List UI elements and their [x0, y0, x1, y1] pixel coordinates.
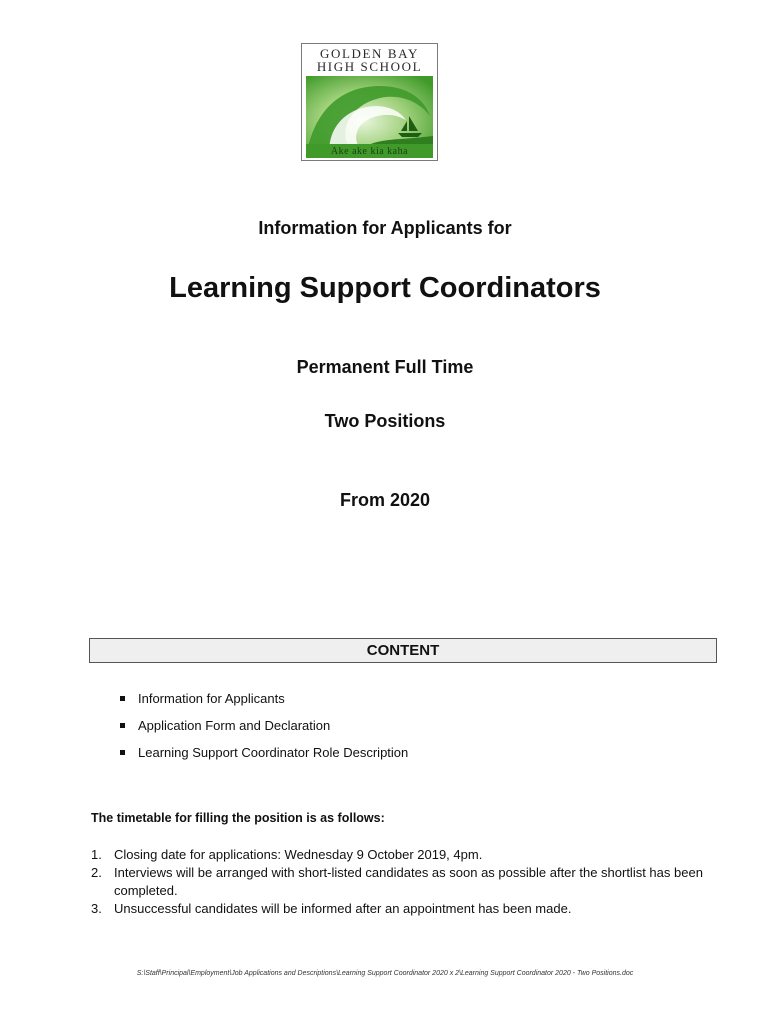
positions-count: Two Positions: [324, 411, 446, 431]
timetable-heading: The timetable for filling the position is as follows:: [91, 811, 385, 825]
timetable-step: [91, 846, 711, 864]
list-item: [120, 715, 408, 742]
logo-line-1: GOLDEN BAY: [320, 46, 419, 61]
step-text: Closing date for applications: Wednesday 9 October 2019, 4pm.: [114, 847, 483, 862]
page-title: Learning Support Coordinators: [169, 272, 601, 304]
bullet-icon: [120, 696, 125, 701]
step-text: Interviews will be arranged with short-listed candidates as soon as possible after the shortlist has been completed.: [114, 865, 703, 898]
timetable-steps: [91, 846, 711, 918]
step-number: 3.: [91, 901, 102, 916]
file-path-footer: S:\Staff\Principal\Employment\Job Applications and Descriptions\Learning Support Coordinator 2020 x 2\Learning Support Coordinator 2020 - Two Positions.doc: [136, 970, 634, 977]
content-list: [120, 688, 408, 769]
list-item-label: Application Form and Declaration: [138, 718, 331, 733]
step-number: 2.: [91, 865, 102, 880]
start-date: From 2020: [339, 490, 431, 510]
page-subtitle: Information for Applicants for: [258, 218, 512, 238]
step-number: 1.: [91, 847, 102, 862]
list-item: [120, 742, 408, 769]
timetable-step: [91, 900, 711, 918]
list-item-label: Information for Applicants: [138, 691, 285, 706]
bullet-icon: [120, 750, 125, 755]
content-heading: CONTENT: [89, 638, 717, 663]
list-item-label: Learning Support Coordinator Role Description: [138, 745, 409, 760]
school-logo: [301, 43, 438, 161]
list-item: [120, 688, 408, 715]
step-text: Unsuccessful candidates will be informed after an appointment has been made.: [114, 901, 572, 916]
timetable-step: [91, 864, 711, 900]
logo-line-2: HIGH SCHOOL: [316, 59, 423, 74]
bullet-icon: [120, 723, 125, 728]
employment-type: Permanent Full Time: [296, 357, 474, 377]
logo-motto: Ake ake kia kaha: [330, 146, 409, 157]
